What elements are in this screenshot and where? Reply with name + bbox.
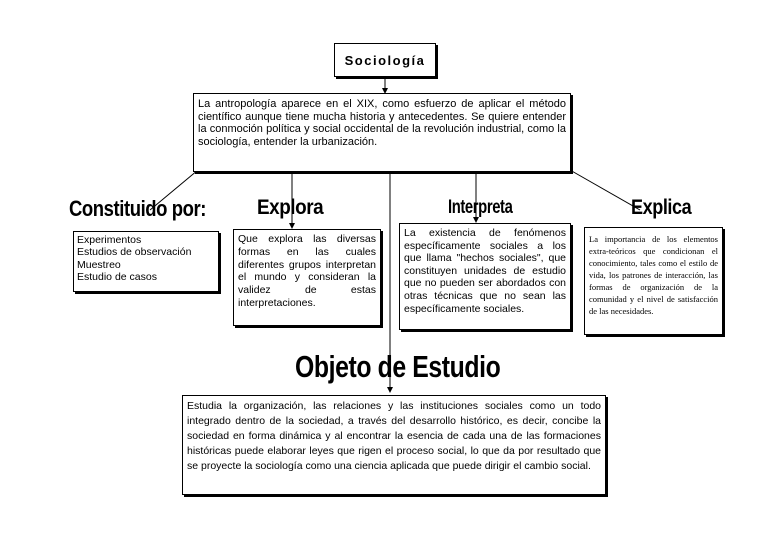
intro-box (193, 93, 571, 172)
explica-text: La importancia de los elementos extra-teóricos que condicionan el conocimiento, tales como el estilo de vida, los patrones de interacción, las formas de organización de la comunidad y el nivel de satisfacción de las necesidades. (589, 234, 718, 316)
interpreta-heading: Interpreta (448, 197, 513, 218)
list-item: Muestreo (77, 258, 121, 271)
objeto-text: Estudia la organización, las relaciones y las instituciones sociales como un todo integrado dentro de la sociedad, a través del desarrollo histórico, es decir, concibe la sociedad en forma dinámica y al encontrar la esencia de cada una de las formaciones históricas puede elaborar leyes que rigen el proceso social, lo que da por resultado que se proyecte la sociología como una ciencia aplicada que puede dirigir el cambio social. (187, 400, 601, 472)
page-title: Sociología (344, 52, 426, 68)
objeto-box (182, 395, 606, 495)
explora-text: Que explora las diversas formas en las cuales diferentes grupos interpretan el mundo y consideran la validez de estas interpretaciones. (238, 233, 376, 309)
explica-heading: Explica (631, 196, 692, 219)
interpreta-box (399, 223, 571, 330)
list-item: Estudios de observación (77, 246, 192, 259)
constituido-heading: Constituido por: (69, 196, 206, 221)
explora-heading: Explora (257, 196, 324, 219)
constituido-box (73, 231, 219, 292)
connector-intro-explica (570, 170, 640, 210)
objeto-heading: Objeto de Estudio (295, 349, 501, 384)
interpreta-text: La existencia de fenómenos específicamente sociales a los que llama "hechos sociales", que constituyen unidades de estudio que no pueden ser abordados con otras técnicas que no sean las específicamente sociales. (404, 227, 566, 315)
intro-text: La antropología aparece en el XIX, como esfuerzo de aplicar el método científico aunque tiene mucha historia y antecedentes. Se quiere entender la conmoción política y social occidental de la revolución industrial, como la sociología, entender la urbanización. (198, 98, 566, 148)
list-item: Estudio de casos (77, 271, 157, 284)
explora-box (233, 229, 381, 326)
title-box (334, 43, 436, 77)
explica-box (584, 227, 723, 335)
list-item: Experimentos (77, 234, 142, 246)
